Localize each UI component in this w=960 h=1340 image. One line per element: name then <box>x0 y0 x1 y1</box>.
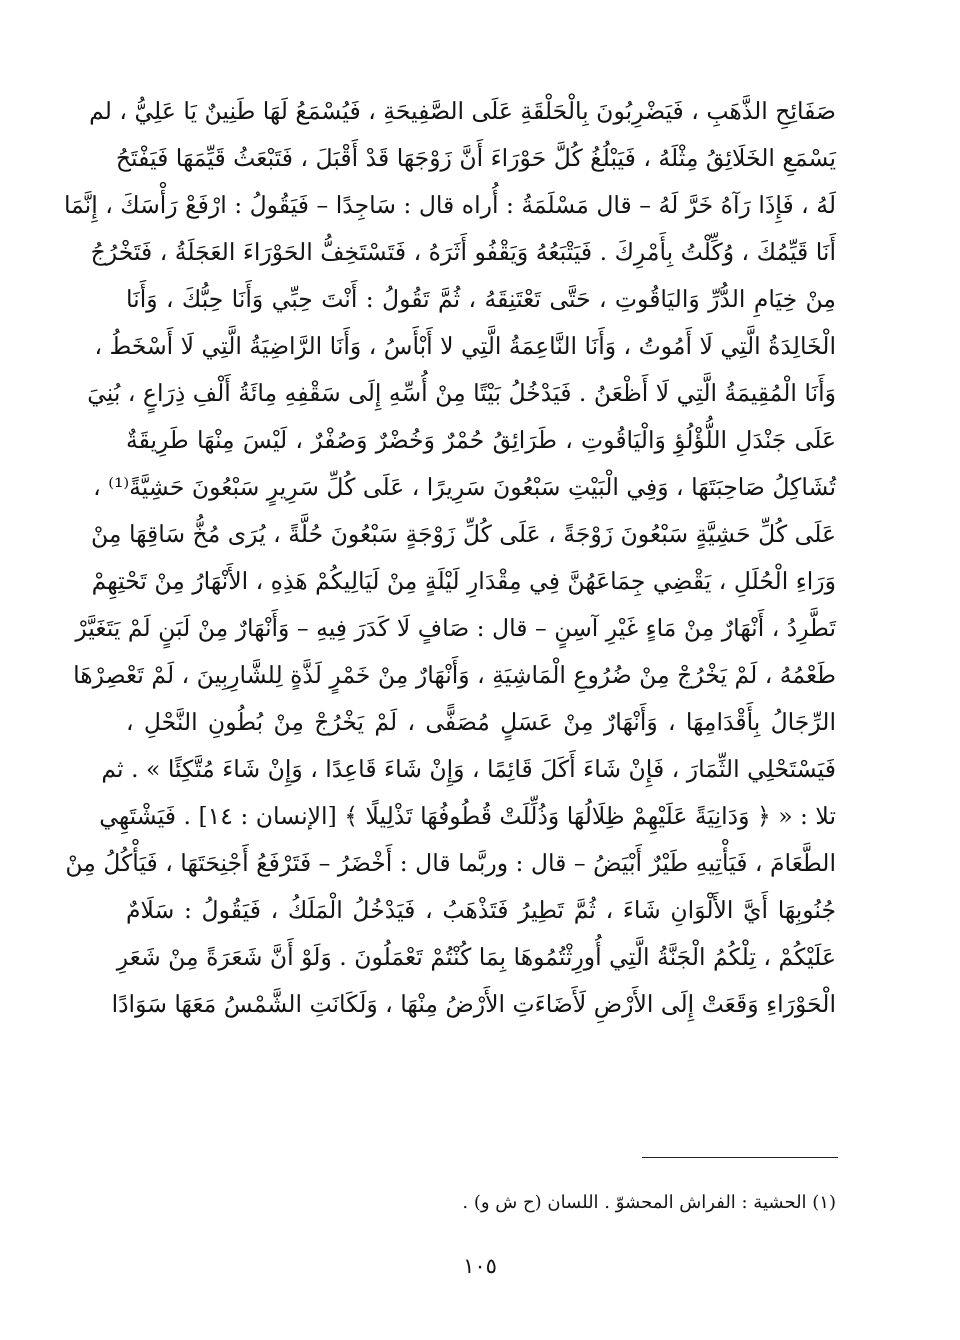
text-line: عَلَيْكُمْ ، تِلْكُمُ الْجَنَّةُ الَّتِي أُورِثْتُمُوهَا بِمَا كُنْتُمْ تَعْمَلُونَ . وَلَوْ أَنَّ شَعَرَةً مِنْ شَعَرِ <box>116 943 836 971</box>
text-line: عَلَى كُلِّ حَشِيَّةٍ سَبْعُونَ زَوْجَةً ، عَلَى كُلِّ زَوْجَةٍ سَبْعُونَ حُلَّةً ، يُرَى مُخُّ سَاقِهَا مِنْ <box>91 520 836 548</box>
text-line: الْحَوْرَاءِ وَقَعَتْ إِلَى الأَرْضِ لَأَضَاءَتِ الأَرْضُ مِنْهَا ، وَلَكَانَتِ الشَّمْسُ مَعَهَا سَوَادًا <box>111 990 836 1018</box>
text-line: الطَّعَامَ ، فَيَأْتِيهِ طَيْرٌ أَبْيَضُ – قال : وربَّما قال : أَخْضَرُ – فَتَرْفَعُ أَجْنِحَتَهَا ، فَيَأْكُلُ مِنْ <box>65 849 836 877</box>
text-line: صَفَائِحِ الذَّهَبِ ، فَيَضْرِبُونَ بِالْحَلْقَةِ عَلَى الصَّفِيحَةِ ، فَيُسْمَعُ لَهَا طَنِينٌ يَا عَلِيُّ ، لم <box>89 97 836 125</box>
text-line: تُشَاكِلُ صَاحِبَتَهَا ، وَفِي الْبَيْتِ سَبْعُونَ سَرِيرًا ، عَلَى كُلِّ سَرِيرٍ سَبْعُونَ حَشِيَّةً⁽¹⁾ ، <box>93 473 836 501</box>
text-line: وَأَنَا الْمُقِيمَةُ الَّتِي لَا أَظْعَنُ . فَيَدْخُلُ بَيْتًا مِنْ أُسِّهِ إِلَى سَقْفِهِ مِائَةُ أَلْفِ ذِرَاعٍ ، بُنِيَ <box>87 379 836 407</box>
footnote-divider <box>642 1157 838 1158</box>
text-line: طَعْمُهُ ، لَمْ يَخْرُجْ مِنْ ضُرُوعِ الْمَاشِيَةِ ، وَأَنْهَارٌ مِنْ خَمْرٍ لَذَّةٍ لِلشَّارِبِينَ ، لَمْ تَعْصِرْهَا <box>73 661 836 689</box>
text-line: تلا : « ﴿ وَدَانِيَةً عَلَيْهِمْ ظِلَالُهَا وَذُلِّلَتْ قُطُوفُهَا تَذْلِيلًا ﴾ [الإنسان : ١٤] . فَيَشْتَهِي <box>99 802 836 830</box>
page-number: ١٠٥ <box>463 1254 497 1278</box>
text-line: الرِّجَالُ بِأَقْدَامِهَا ، وَأَنْهَارٌ مِنْ عَسَلٍ مُصَفًّى ، لَمْ يَخْرُجْ مِنْ بُطُونِ النَّحْلِ ، <box>126 708 836 736</box>
text-line: جُنُوبِهَا أَيَّ الأَلْوَانِ شَاءَ ، ثُمَّ تَطِيرُ فَتَذْهَبُ ، فَيَدْخُلُ الْمَلَكُ ، فَيَقُولُ : سَلَامٌ <box>126 896 836 924</box>
text-line: عَلَى جَنْدَلِ اللُّؤْلُؤِ وَالْيَاقُوتِ ، طَرَائِقُ حُمْرٌ وَخُضْرٌ وَصُفْرٌ ، لَيْسَ مِنْهَا طَرِيقَةٌ <box>126 426 836 454</box>
main-text-block <box>63 88 836 1028</box>
text-line: الْخَالِدَةُ الَّتِي لَا أَمُوتُ ، وَأَنَا النَّاعِمَةُ الَّتِي لا أَبْأَسُ ، وَأَنَا الرَّاضِيَةُ الَّتِي لَا أَسْخَطُ ، <box>94 332 836 360</box>
text-line: فَيَسْتَحْلِي الثِّمَارَ ، فَإِنْ شَاءَ أَكَلَ قَائِمًا ، وَإِنْ شَاءَ قَاعِدًا ، وَإِنْ شَاءَ مُتَّكِئًا » . ثم <box>101 755 836 783</box>
footnote: (١) الحشية : الفراش المحشوّ . اللسان (ح ش و) . <box>462 1192 836 1213</box>
text-line: يَسْمَعِ الخَلَائِقُ مِثْلَهُ ، فَيَبْلُغُ كُلَّ حَوْرَاءَ أَنَّ زَوْجَهَا قَدْ أَقْبَلَ ، فَتَبْعَثُ قَيِّمَهَا فَيَفْتَحُ <box>115 144 836 172</box>
text-line: تَطَّرِدُ ، أَنْهَارٌ مِنْ مَاءٍ غَيْرِ آسِنٍ – قال : صَافٍ لَا كَدَرَ فِيهِ – وَأَنْهَارٌ مِنْ لَبَنٍ لَمْ يَتَغَيَّرْ <box>75 614 836 642</box>
text-line: أَنَا قَيِّمُكَ ، وُكِّلْتُ بِأَمْرِكَ . فَيَتْبَعُهُ وَيَقْفُو أَثَرَهُ ، فَتَسْتَخِفُّ الحَوْرَاءَ العَجَلَةُ ، فَتَخْرُجُ <box>90 238 836 266</box>
text-line: وَرَاءِ الْحُلَلِ ، يَقْضِي جِمَاعَهُنَّ فِي مِقْدَارِ لَيْلَةٍ مِنْ لَيَالِيكُمْ هَذِهِ ، الأَنْهَارُ مِنْ تَحْتِهِمْ <box>91 567 836 595</box>
text-line: لَهُ ، فَإِذَا رَآهُ خَرَّ لَهُ – قال مَسْلَمَةُ : أُراه قال : سَاجِدًا – فَيَقُولُ : ارْفَعْ رَأْسَكَ ، إِنَّمَا <box>63 191 836 219</box>
text-line: مِنْ خِيَامِ الدُّرِّ وَاليَاقُوتِ ، حَتَّى تَعْتَنِقَهُ ، ثُمَّ تَقُولُ : أَنْتَ حِبِّي وَأَنَا حِبُّكَ ، وَأَنَا <box>126 285 836 313</box>
